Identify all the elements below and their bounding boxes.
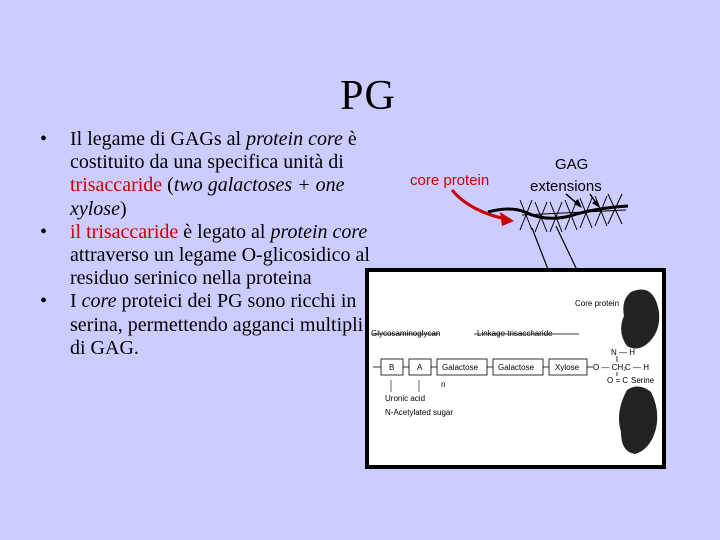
gag-label-line2: extensions <box>530 178 602 195</box>
bullet-text-segment: il trisaccaride <box>70 220 179 243</box>
fig-galactose-2: Galactose <box>498 363 535 372</box>
fig-nh: N — H <box>611 348 635 357</box>
trisaccharide-figure <box>365 268 666 469</box>
bullet-text-segment: è costituito da una specifica unità di <box>70 128 357 174</box>
fig-oc: O = C <box>607 376 629 385</box>
bullet-text-segment: proteici dei PG sono ricchi in serina, permettendo agganci multipli di GAG. <box>70 290 364 359</box>
fig-sugar-b: B <box>389 363 395 372</box>
fig-serine: Serine <box>631 376 655 385</box>
figure-panel <box>369 272 662 465</box>
fig-n: n <box>441 380 446 389</box>
bullet-text-segment: protein core <box>270 220 368 243</box>
fig-xylose: Xylose <box>555 363 580 372</box>
bullet-text-segment: protein core <box>246 128 343 150</box>
fig-galactose-1: Galactose <box>442 363 479 372</box>
bullet-text-segment: Il legame di GAGs al <box>70 128 247 150</box>
gag-label-line1: GAG <box>555 156 589 173</box>
protein-blob-bottom <box>619 386 657 454</box>
protein-blob-top <box>621 290 659 349</box>
fig-o-ch2: O — CH₂ <box>593 363 627 372</box>
fig-glycosaminoglycan: Glycosaminoglycan <box>371 329 441 338</box>
bullet-text-segment: two galactoses + one xylose <box>70 174 345 220</box>
slide-title: PG <box>340 73 396 119</box>
fig-uronic-acid: Uronic acid <box>385 394 426 403</box>
core-protein-arrowhead <box>500 212 514 226</box>
bullet-text-segment: attraverso un legame O-glicosidico al residuo serinico nella proteina <box>70 244 370 290</box>
bullet-text-segment: trisaccaride <box>70 174 163 197</box>
bullet-text-segment: core <box>81 290 117 313</box>
bullet-text-segment: è legato al <box>178 220 271 243</box>
bullet-text-segment: ( <box>162 174 174 197</box>
bullet-text-segment: ) <box>119 197 127 220</box>
fig-linkage: Linkage trisaccharide <box>477 329 553 338</box>
fig-sugar-a: A <box>417 363 423 372</box>
fig-acetylated-sugar: N-Acetylated sugar <box>385 408 454 417</box>
bullet-text-segment: I <box>70 290 82 313</box>
fig-core-protein: Core protein <box>575 299 620 308</box>
core-protein-label: core protein <box>410 172 490 189</box>
fig-ch: C — H <box>625 363 649 372</box>
